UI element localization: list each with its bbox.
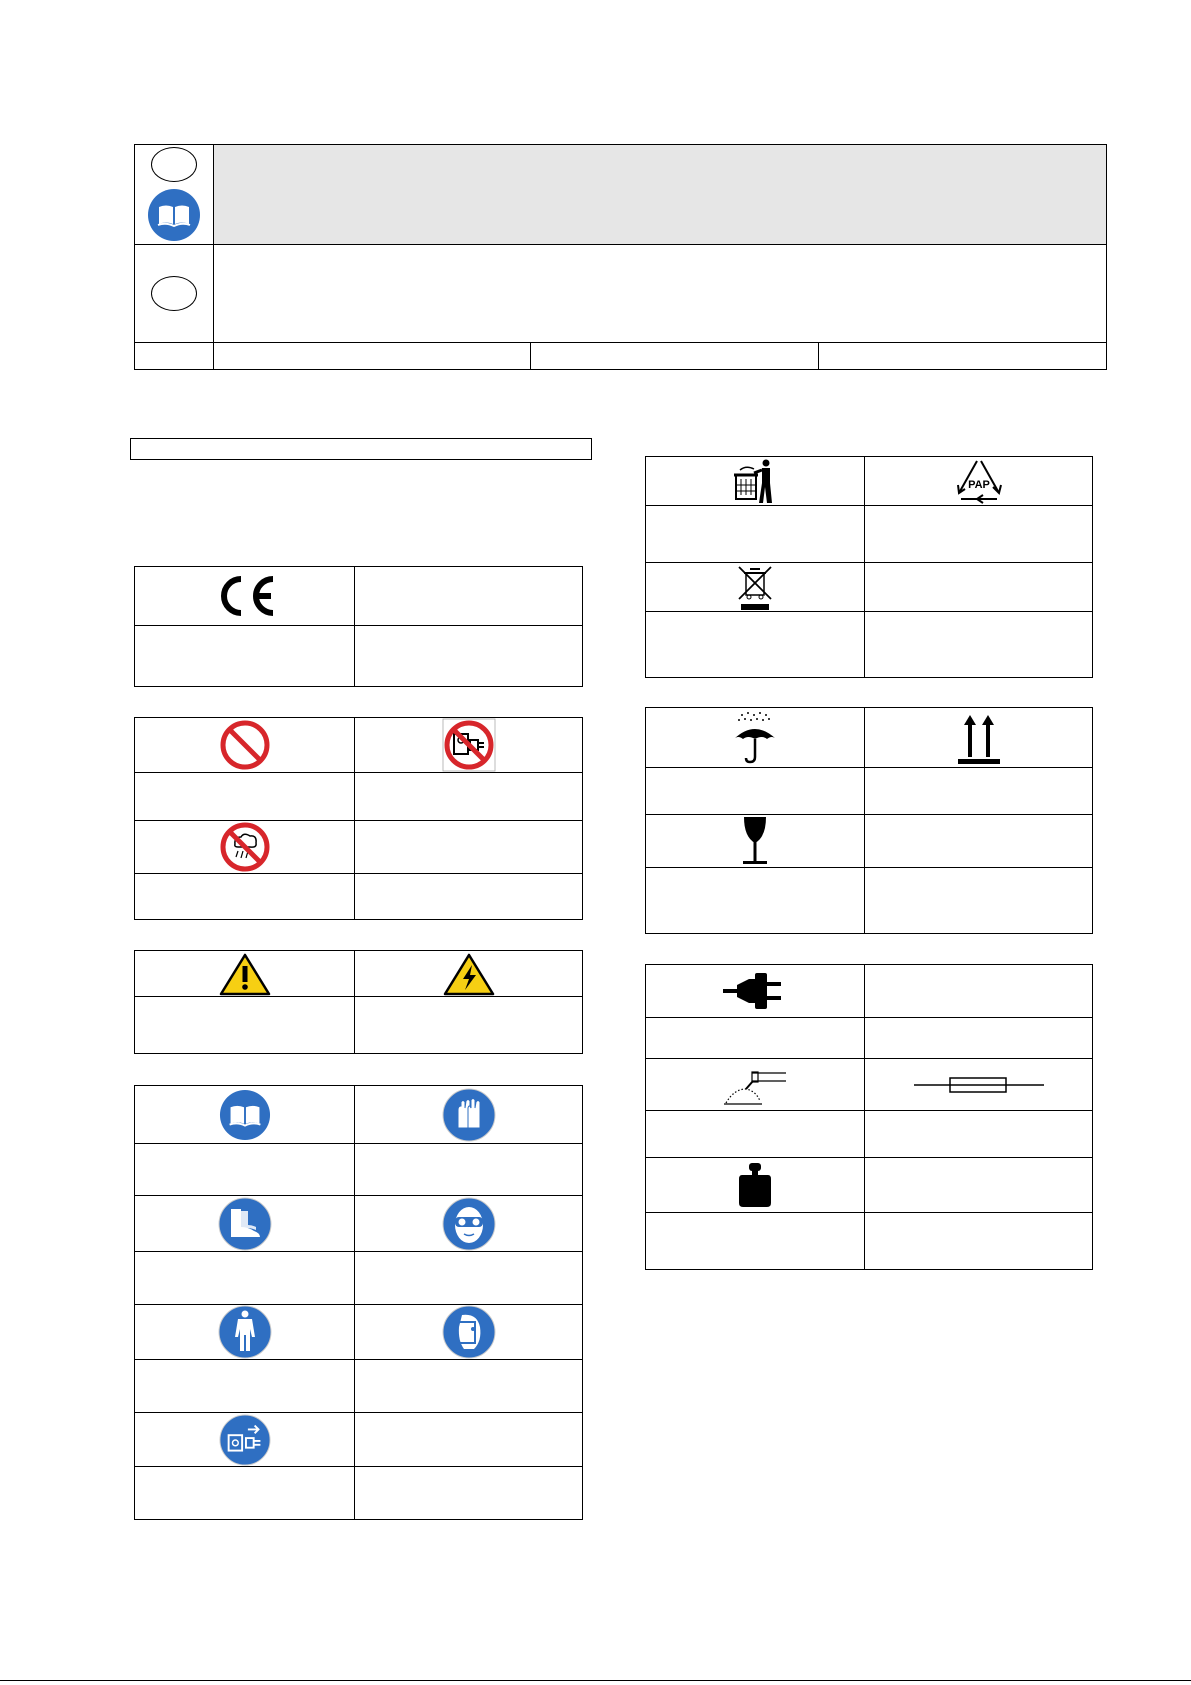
fuse-icon bbox=[914, 1075, 1044, 1095]
svg-text:PAP: PAP bbox=[967, 479, 990, 491]
disposal-table bbox=[645, 456, 1093, 678]
keep-dry-icon bbox=[730, 711, 780, 765]
section-title bbox=[130, 438, 592, 460]
wear-goggles-icon bbox=[442, 1197, 496, 1251]
header-row2-text bbox=[214, 245, 1107, 343]
general-warning-icon bbox=[219, 952, 271, 996]
read-manual-icon bbox=[219, 1089, 271, 1141]
weee-crossed-bin-icon bbox=[735, 563, 775, 611]
prohibition-table bbox=[134, 717, 583, 920]
language-oval-2 bbox=[151, 276, 197, 311]
technical-table bbox=[645, 964, 1093, 1270]
ce-description bbox=[355, 567, 583, 626]
ce-mark-icon bbox=[213, 574, 277, 618]
dispose-in-bin-icon bbox=[732, 457, 778, 505]
warning-table bbox=[134, 950, 583, 1054]
this-way-up-icon bbox=[956, 711, 1002, 765]
wear-face-shield-icon bbox=[442, 1305, 496, 1359]
page-bottom-rule bbox=[0, 1680, 1191, 1681]
footer-cell-1 bbox=[135, 343, 214, 370]
no-unplug-while-running-icon bbox=[442, 718, 496, 772]
wear-safety-boots-icon bbox=[218, 1197, 272, 1251]
power-plug-icon bbox=[723, 969, 787, 1013]
wear-gloves-icon bbox=[442, 1088, 496, 1142]
fragile-icon bbox=[738, 815, 772, 867]
mandatory-table bbox=[134, 1085, 583, 1520]
prohibition-icon bbox=[220, 720, 270, 770]
footer-cell-2 bbox=[214, 343, 531, 370]
header-row1-text bbox=[214, 145, 1107, 245]
header-icon-cell bbox=[135, 145, 214, 245]
language-oval bbox=[151, 147, 197, 182]
footer-cell-4 bbox=[819, 343, 1107, 370]
welding-torch-icon bbox=[722, 1063, 788, 1107]
header-table bbox=[134, 144, 1107, 370]
header-oval-cell bbox=[135, 245, 214, 343]
electric-hazard-icon bbox=[443, 952, 495, 996]
disconnect-plug-icon bbox=[219, 1414, 271, 1466]
conformity-table bbox=[134, 566, 583, 687]
wear-protective-clothing-icon bbox=[218, 1305, 272, 1359]
packaging-table bbox=[645, 707, 1093, 934]
weight-icon bbox=[737, 1161, 773, 1209]
read-manual-icon bbox=[147, 188, 201, 242]
no-rain-exposure-icon bbox=[220, 822, 270, 872]
footer-cell-3 bbox=[531, 343, 819, 370]
pap-recycle-icon bbox=[953, 457, 1005, 505]
